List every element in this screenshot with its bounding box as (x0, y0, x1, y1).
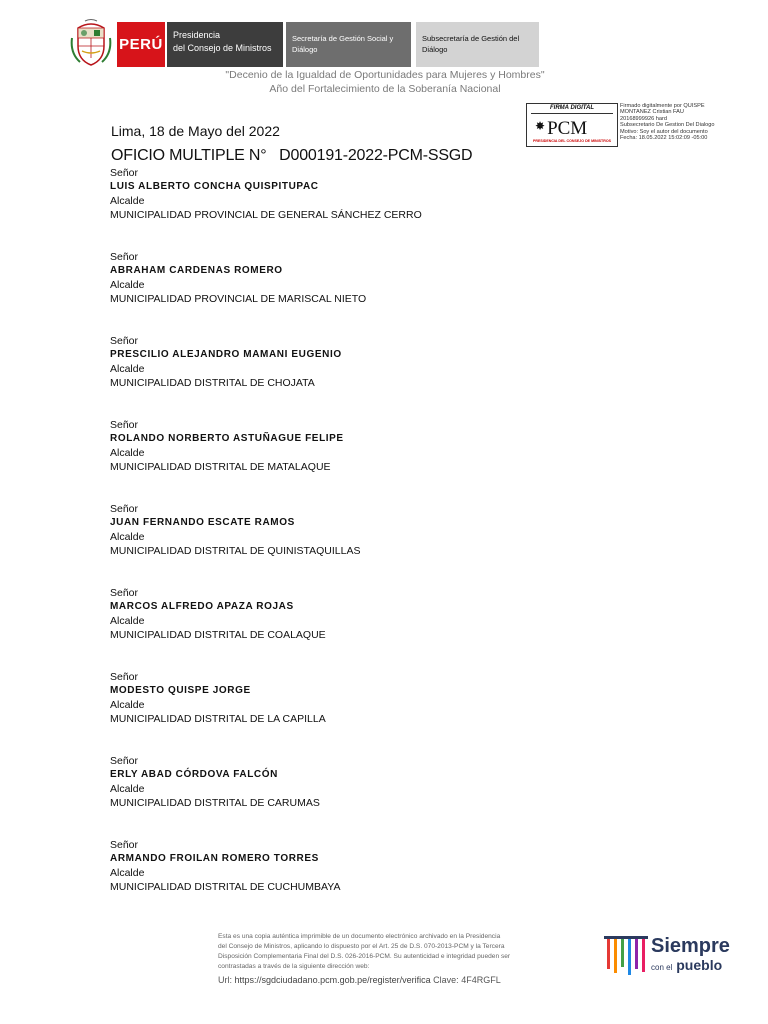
notice-line: del Consejo de Ministros, aplicando lo dispuesto por el Art. 25 de D.S. 070-2013-PCM y la Tercera (218, 943, 505, 950)
stamp-title: FIRMA DIGITAL (550, 105, 594, 111)
recipient-role: Alcalde (110, 447, 145, 459)
recipient-salutation: Señor (110, 419, 139, 431)
signature-info-line: 20168999926 hard (620, 115, 667, 122)
recipient-role: Alcalde (110, 195, 145, 207)
recipient-salutation: Señor (110, 839, 139, 851)
entity-line-1: Presidencia (173, 30, 221, 40)
url-label: Url: (218, 975, 232, 985)
colored-bars-icon (604, 934, 648, 976)
notice-line: contrastadas a través de la siguiente dirección web: (218, 963, 370, 970)
recipient-role: Alcalde (110, 279, 145, 291)
recipient-entity: MUNICIPALIDAD PROVINCIAL DE MARISCAL NIETO (110, 293, 367, 305)
secretaria-box (286, 22, 411, 67)
recipient-entity: MUNICIPALIDAD DISTRITAL DE CHOJATA (110, 377, 315, 389)
recipient-entity: MUNICIPALIDAD DISTRITAL DE CARUMAS (110, 797, 320, 809)
subsecretaria-box (416, 22, 539, 67)
star-icon: ✸ (535, 119, 546, 133)
signature-info-line: Subsecretario De Gestion Del Dialogo (620, 122, 715, 129)
stamp-footer: PRESIDENCIA DEL CONSEJO DE MINISTROS (532, 139, 612, 143)
signature-info-line: Fecha: 18.05.2022 15:02:09 -05:00 (620, 135, 708, 142)
recipient-list (110, 166, 610, 922)
verification-line (218, 975, 501, 985)
recipient-item (110, 166, 610, 250)
signature-info-line: Firmado digitalmente por QUISPE (620, 103, 705, 109)
recipient-role: Alcalde (110, 363, 145, 375)
decenio-text: "Decenio de la Igualdad de Oportunidades para Mujeres y Hombres" (225, 69, 545, 81)
recipient-name: LUIS ALBERTO CONCHA QUISPITUPAC (110, 181, 319, 192)
peru-brand-box (117, 22, 165, 67)
recipient-salutation: Señor (110, 755, 139, 767)
recipient-role: Alcalde (110, 783, 145, 795)
document-date: Lima, 18 de Mayo del 2022 (111, 123, 280, 139)
secretaria-line-2: Diálogo (292, 45, 318, 54)
stamp-divider (531, 113, 613, 114)
recipient-item (110, 250, 610, 334)
recipient-salutation: Señor (110, 671, 139, 683)
recipient-entity: MUNICIPALIDAD DISTRITAL DE CUCHUMBAYA (110, 881, 341, 893)
recipient-salutation: Señor (110, 503, 139, 515)
recipient-item (110, 334, 610, 418)
notice-line: Disposición Complementaria Final del D.S. 026-2016-PCM. Su autenticidad e integridad pueden ser (218, 953, 511, 960)
verification-key: 4F4RGFL (461, 975, 501, 985)
recipient-entity: MUNICIPALIDAD DISTRITAL DE COALAQUE (110, 629, 326, 641)
recipient-item (110, 838, 610, 922)
recipient-entity: MUNICIPALIDAD DISTRITAL DE MATALAQUE (110, 461, 331, 473)
recipient-name: JUAN FERNANDO ESCATE RAMOS (110, 517, 295, 528)
secretaria-line-1: Secretaría de Gestión Social y (292, 34, 394, 43)
recipient-name: PRESCILIO ALEJANDRO MAMANI EUGENIO (110, 349, 342, 360)
recipient-name: ABRAHAM CARDENAS ROMERO (110, 265, 283, 276)
coat-of-arms-icon (70, 18, 112, 68)
recipient-item (110, 586, 610, 670)
recipient-salutation: Señor (110, 167, 139, 179)
recipient-entity: MUNICIPALIDAD DISTRITAL DE LA CAPILLA (110, 713, 326, 725)
recipient-item (110, 670, 610, 754)
recipient-role: Alcalde (110, 531, 145, 543)
siempre-con-el-pueblo-logo (604, 930, 734, 980)
subsecretaria-line-2: Diálogo (422, 45, 448, 54)
document-number: D000191-2022-PCM-SSGD (279, 147, 473, 164)
recipient-name: ROLANDO NORBERTO ASTUÑAGUE FELIPE (110, 433, 344, 444)
notice-line: Esta es una copia auténtica imprimible de un documento electrónico archivado en la Presidencia (218, 933, 501, 940)
recipient-entity: MUNICIPALIDAD DISTRITAL DE QUINISTAQUILLAS (110, 545, 361, 557)
document-title (111, 147, 472, 165)
stamp-logo (535, 115, 587, 140)
brand-sub-prefix: con el (651, 963, 673, 972)
recipient-item (110, 754, 610, 838)
recipient-salutation: Señor (110, 251, 139, 263)
recipient-item (110, 502, 610, 586)
recipient-name: ARMANDO FROILAN ROMERO TORRES (110, 853, 319, 864)
signature-info (620, 103, 760, 141)
country-label: PERÚ (119, 36, 163, 53)
recipient-name: ERLY ABAD CÓRDOVA FALCÓN (110, 769, 278, 780)
brand-sub-word: pueblo (676, 957, 723, 973)
stamp-logo-text: PCM (547, 118, 588, 139)
title-label: OFICIO MULTIPLE N° (111, 147, 267, 164)
authenticity-notice (218, 932, 574, 972)
key-label: Clave: (433, 975, 459, 985)
recipient-entity: MUNICIPALIDAD PROVINCIAL DE GENERAL SÁNCHEZ CERRO (110, 209, 422, 221)
recipient-role: Alcalde (110, 699, 145, 711)
recipient-item (110, 418, 610, 502)
recipient-role: Alcalde (110, 615, 145, 627)
subsecretaria-line-1: Subsecretaría de Gestión del (422, 34, 520, 43)
brand-subtitle (651, 957, 722, 973)
recipient-salutation: Señor (110, 587, 139, 599)
recipient-role: Alcalde (110, 867, 145, 879)
year-names (160, 68, 610, 96)
recipient-name: MODESTO QUISPE JORGE (110, 685, 251, 696)
anio-text: Año del Fortalecimiento de la Soberanía Nacional (269, 83, 501, 95)
recipient-salutation: Señor (110, 335, 139, 347)
signature-info-line: Motivo: Soy el autor del documento (620, 128, 708, 135)
pcm-entity-box (167, 22, 283, 67)
digital-signature-stamp (526, 103, 618, 147)
brand-title: Siempre (651, 935, 730, 957)
entity-line-2: del Consejo de Ministros (173, 43, 272, 53)
recipient-name: MARCOS ALFREDO APAZA ROJAS (110, 601, 294, 612)
verification-link[interactable]: https://sgdciudadano.pcm.gob.pe/register/verifica (234, 975, 431, 985)
signature-info-line: MONTANEZ Cristian FAU (620, 109, 684, 116)
